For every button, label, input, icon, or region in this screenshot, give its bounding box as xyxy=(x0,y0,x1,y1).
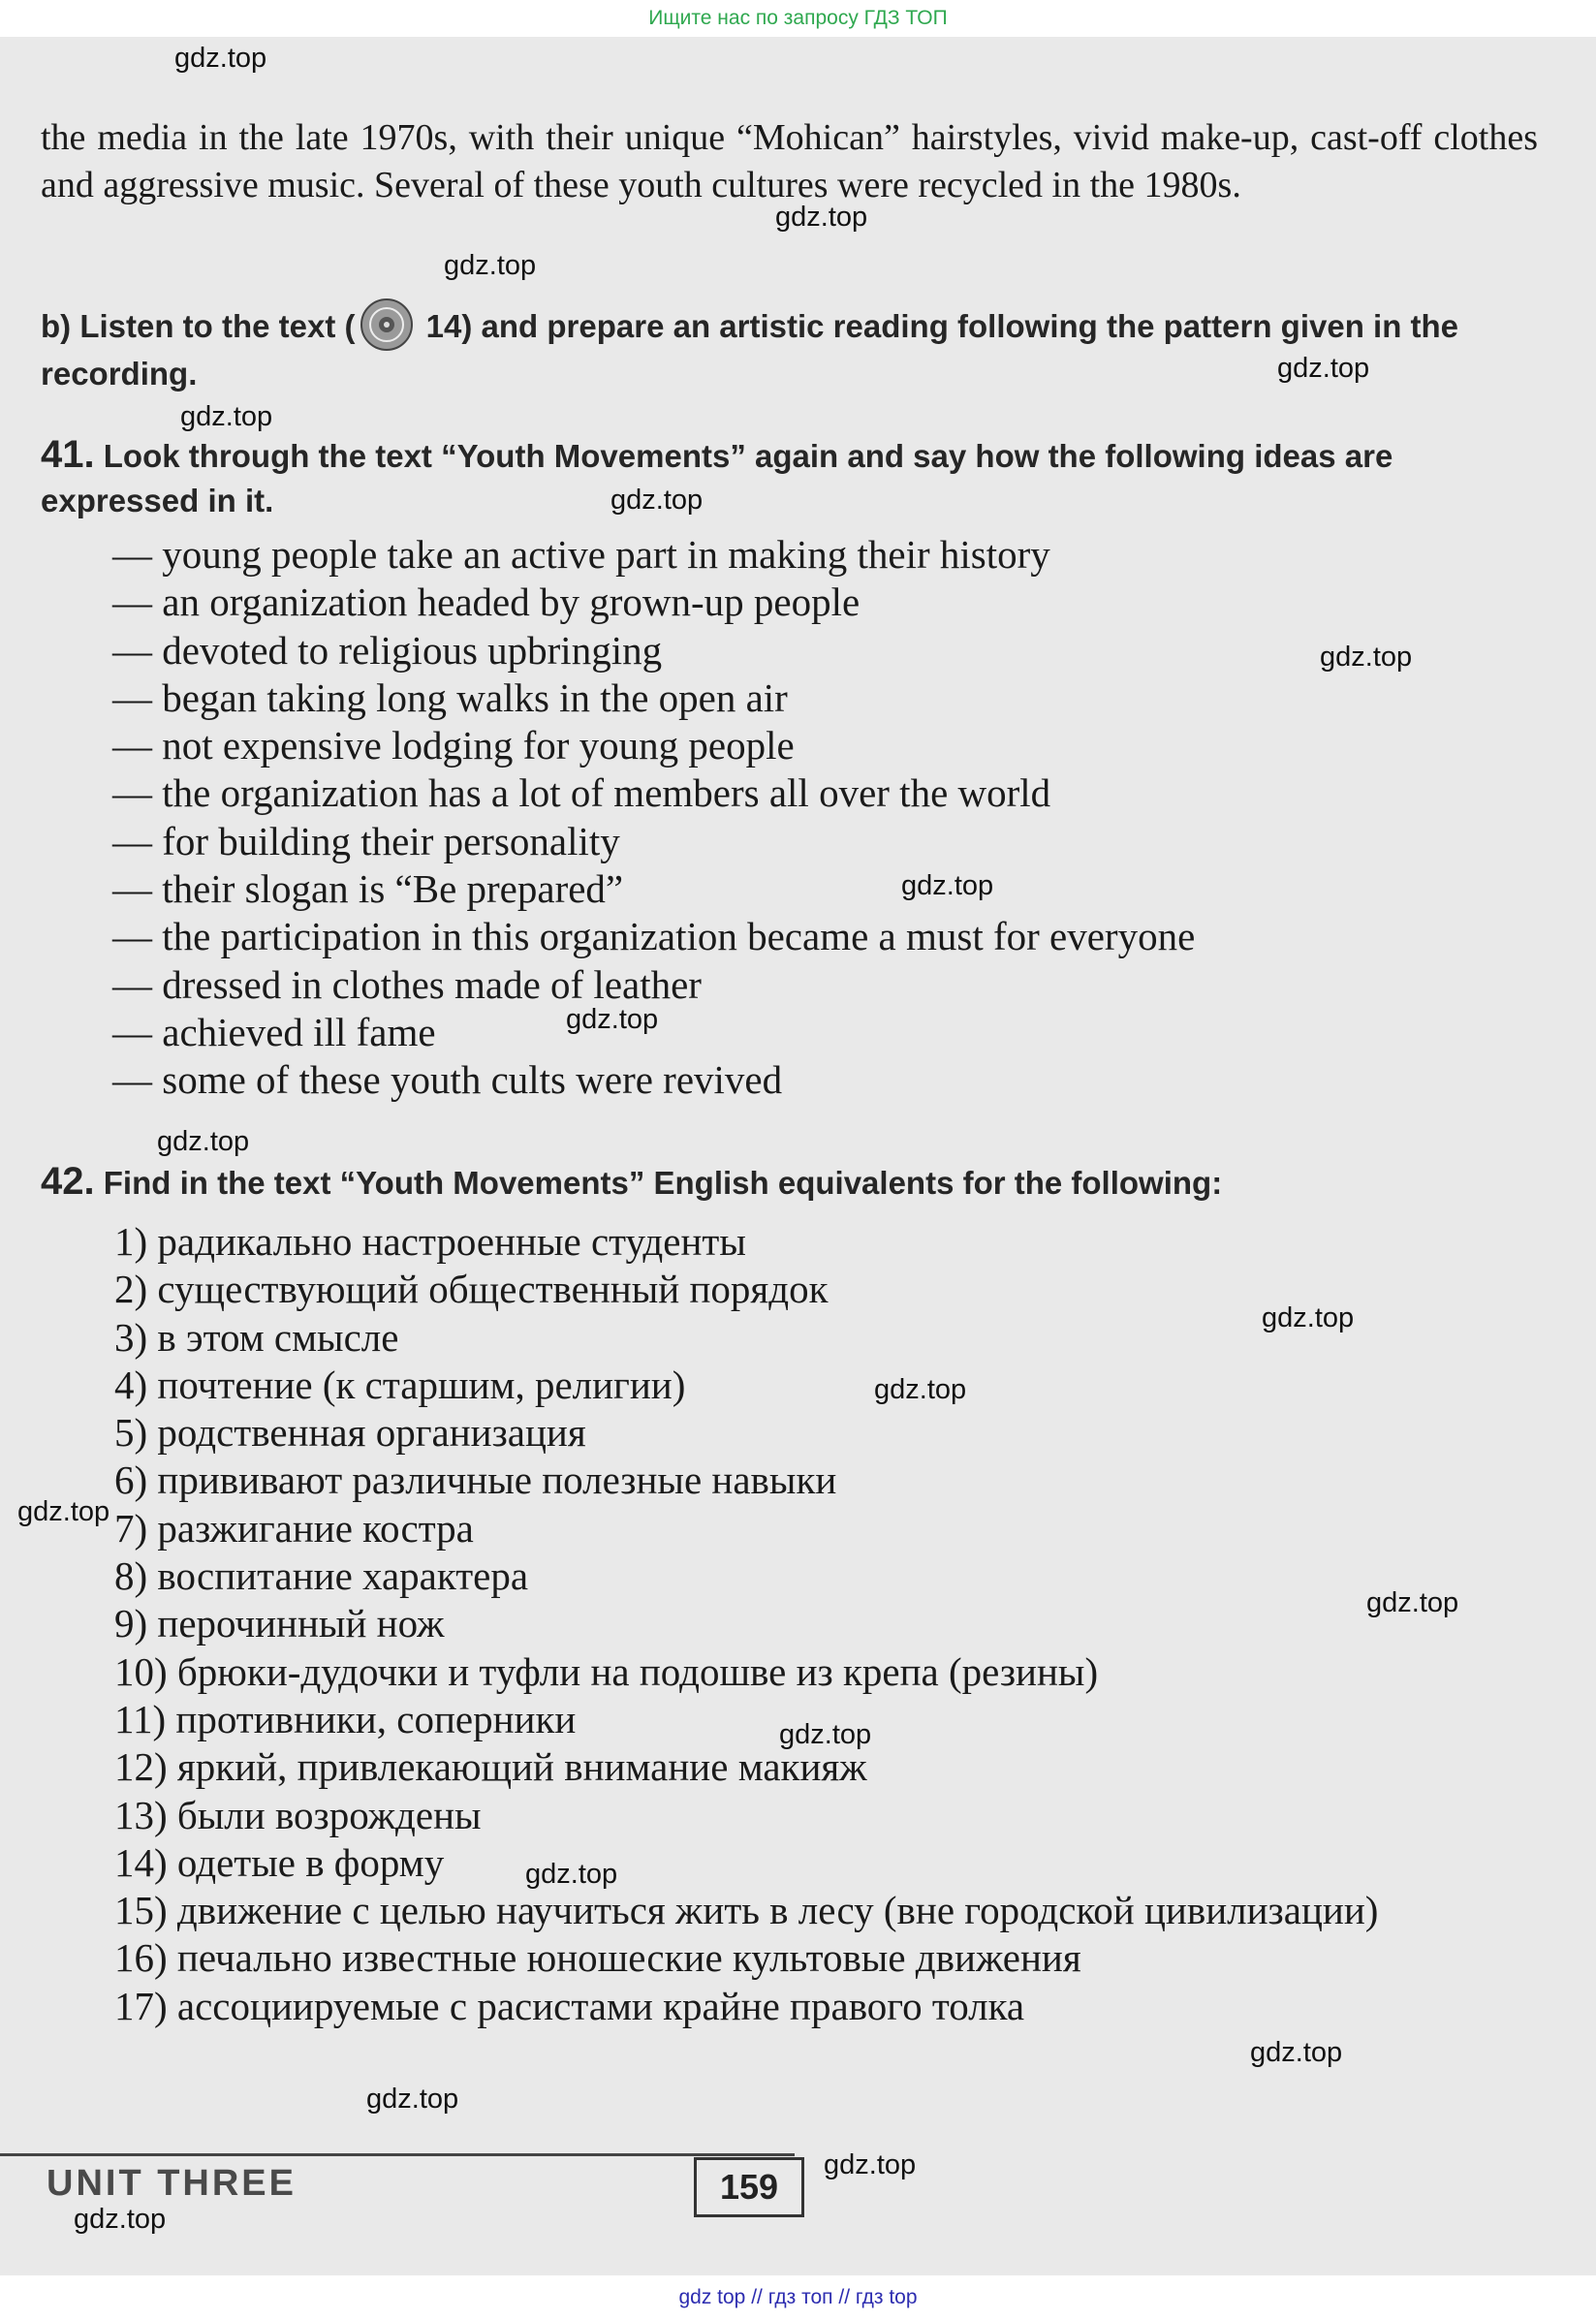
list-item: 16) печально известные юношеские культовые движения xyxy=(114,1935,1081,1981)
watermark: gdz.top xyxy=(901,870,994,901)
list-item: 2) существующий общественный порядок xyxy=(114,1267,829,1312)
list-item: — some of these youth cults were revived xyxy=(112,1057,783,1103)
task-42 xyxy=(41,1159,1538,1206)
list-item: — their slogan is “Be prepared” xyxy=(112,866,624,912)
list-item: 13) были возрождены xyxy=(114,1792,482,1837)
watermark: gdz.top xyxy=(74,2204,167,2235)
list-item: — the organization has a lot of members all over the world xyxy=(112,770,1051,816)
unit-label: UNIT THREE xyxy=(47,2163,297,2204)
list-item: — the participation in this organization became a must for everyone xyxy=(112,914,1196,959)
list-item: — devoted to religious upbringing xyxy=(112,627,663,673)
footer-rule xyxy=(0,2153,795,2156)
watermark: gdz.top xyxy=(174,43,267,74)
list-item: — an organization headed by grown-up people xyxy=(112,580,861,625)
watermark: gdz.top xyxy=(17,1496,110,1527)
cd-icon xyxy=(360,298,414,352)
task-41 xyxy=(41,432,1538,523)
list-item: 14) одетые в форму xyxy=(114,1839,445,1885)
watermark: gdz.top xyxy=(824,2149,917,2180)
watermark: gdz.top xyxy=(366,2084,459,2115)
list-item: — dressed in clothes made of leather xyxy=(112,961,702,1007)
page-number: 159 xyxy=(694,2157,804,2217)
watermark: gdz.top xyxy=(1250,2037,1343,2068)
bottom-banner[interactable]: gdz top // гдз топ // гдз top xyxy=(678,2286,918,2308)
list-item: 10) брюки-дудочки и туфли на подошве из крепа (резины) xyxy=(114,1648,1099,1694)
list-item: 6) прививают различные полезные навыки xyxy=(114,1458,837,1503)
list-item: 8) воспитание характера xyxy=(114,1553,529,1599)
task-41-number: 41. xyxy=(41,433,95,476)
list-item: 5) родственная организация xyxy=(114,1410,586,1456)
list-item: 15) движение с целью научиться жить в лесу (вне городской цивилизации) xyxy=(114,1888,1379,1933)
task-42-text: Find in the text “Youth Movements” English equivalents for the following: xyxy=(94,1165,1223,1201)
list-item: — achieved ill fame xyxy=(112,1009,436,1054)
watermark: gdz.top xyxy=(610,485,704,516)
watermark: gdz.top xyxy=(180,401,273,432)
list-item: 7) разжигание костра xyxy=(114,1505,474,1551)
list-item: 12) яркий, привлекающий внимание макияж xyxy=(114,1744,867,1790)
list-item: 4) почтение (к старшим, религии) xyxy=(114,1362,686,1407)
watermark: gdz.top xyxy=(1366,1587,1459,1618)
equivalents-list xyxy=(114,1218,1539,2030)
task-b-text-start: b) Listen to the text ( xyxy=(41,308,356,344)
watermark: gdz.top xyxy=(779,1719,872,1750)
list-item: — young people take an active part in making their history xyxy=(112,532,1050,577)
list-item: — began taking long walks in the open air xyxy=(112,674,788,720)
list-item: 3) в этом смысле xyxy=(114,1314,399,1360)
watermark: gdz.top xyxy=(157,1126,250,1157)
top-banner[interactable]: Ищите нас по запросу ГДЗ ТОП xyxy=(648,7,948,29)
task-42-number: 42. xyxy=(41,1160,95,1203)
watermark: gdz.top xyxy=(775,202,868,233)
intro-paragraph: the media in the late 1970s, with their unique “Mohican” hairstyles, vivid make-up, cast-off clothes and aggressive music. Several of these youth cultures were recycled in the 1980s. xyxy=(41,117,1538,205)
list-item: 1) радикально настроенные студенты xyxy=(114,1219,746,1264)
list-item: 17) ассоциируемые с расистами крайне правого толка xyxy=(114,1983,1025,2028)
watermark: gdz.top xyxy=(1320,642,1413,673)
watermark: gdz.top xyxy=(1277,353,1370,384)
list-item: 9) перочинный нож xyxy=(114,1601,445,1646)
watermark: gdz.top xyxy=(566,1004,659,1035)
task-41-text: Look through the text “Youth Movements” again and say how the following ideas are expressed in it. xyxy=(41,438,1393,518)
watermark: gdz.top xyxy=(1262,1302,1355,1333)
list-item: 11) противники, соперники xyxy=(114,1696,577,1741)
task-b-text-end: 14) and prepare an artistic reading following the pattern given in the recording. xyxy=(41,308,1459,392)
list-item: — not expensive lodging for young people xyxy=(112,723,795,768)
list-item: — for building their personality xyxy=(112,818,620,863)
watermark: gdz.top xyxy=(874,1374,967,1405)
watermark: gdz.top xyxy=(444,250,537,281)
watermark: gdz.top xyxy=(525,1859,618,1890)
